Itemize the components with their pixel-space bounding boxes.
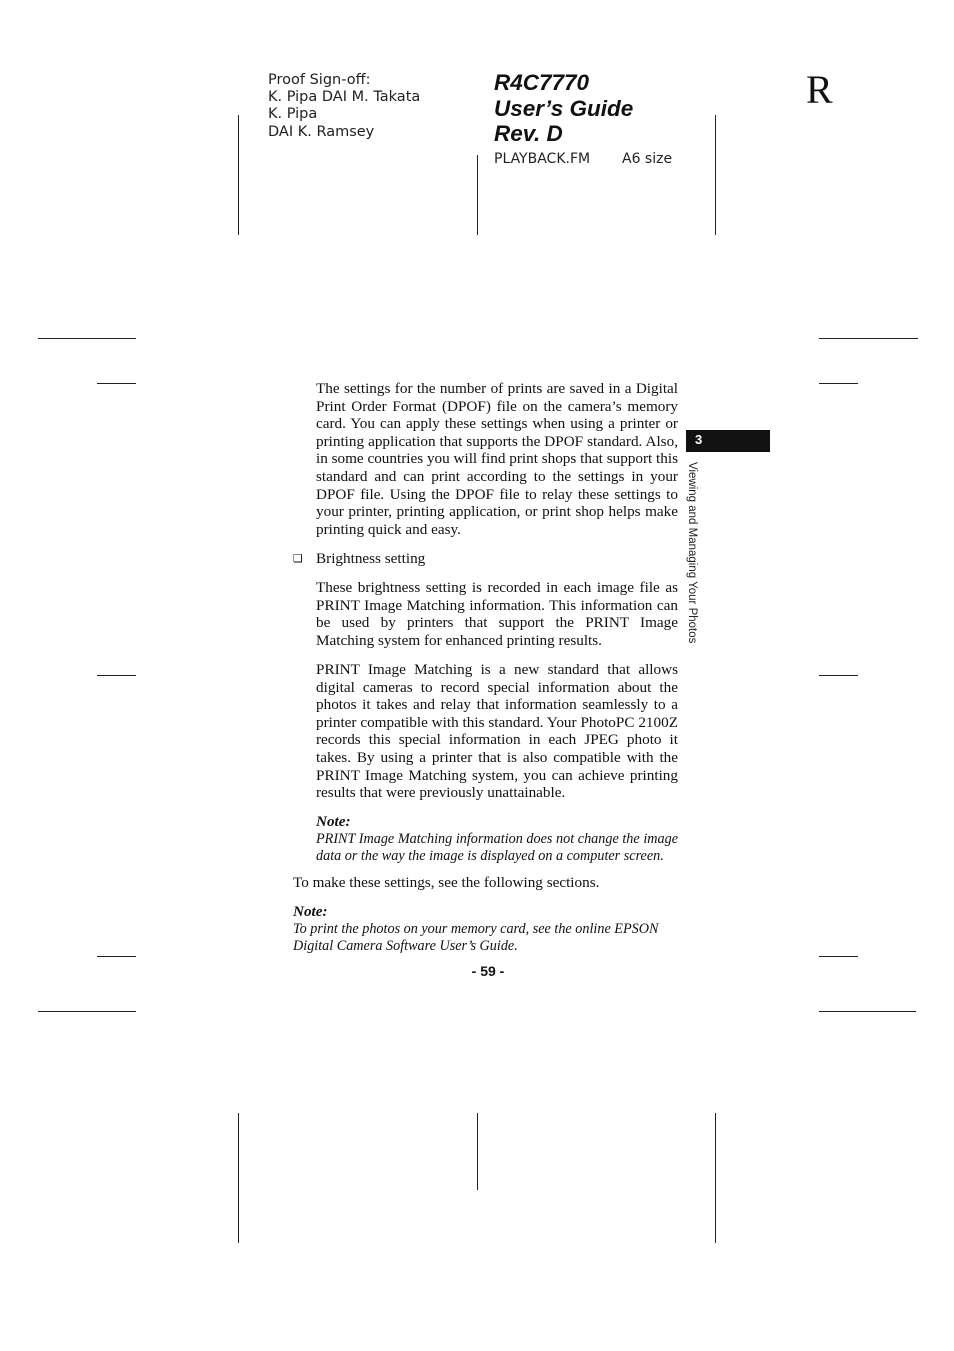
corner-mark: R [806, 67, 833, 112]
chapter-number: 3 [695, 432, 703, 447]
crop-line [819, 383, 858, 384]
crop-line [97, 956, 136, 957]
note-block [293, 903, 678, 956]
crop-line [715, 115, 716, 235]
crop-line [819, 338, 918, 339]
note-block [316, 813, 678, 866]
crop-line [819, 956, 858, 957]
chapter-tab [686, 430, 770, 452]
title-line: User’s Guide [494, 95, 634, 121]
document-title [494, 70, 633, 147]
title-line: R4C7770 [494, 70, 590, 95]
page-number: - 59 - [471, 963, 505, 979]
crop-line [238, 1113, 239, 1243]
crop-line [38, 1011, 136, 1012]
paper-size: A6 size [622, 151, 673, 167]
chapter-side-title: Viewing and Managing Your Photos [686, 462, 698, 644]
note-heading: Note: [316, 813, 351, 830]
crop-line [477, 155, 478, 235]
crop-line [819, 1011, 916, 1012]
paragraph-dpof: The settings for the number of prints are saved in a Digital Print Order Format (DPOF) file on the camera’s memory card. You can apply these settings when using a printer or printing application that supports the DPOF standard. Also, in some countries you will find print shops that support this standard and can print according to the settings in your DPOF file. Using the DPOF file to relay these settings to your printer, printing application, or print shop helps make printing quick and easy. [316, 380, 678, 538]
note-heading: Note: [293, 903, 328, 920]
proof-line: Proof Sign-off: [268, 72, 371, 88]
proof-line: DAI K. Ramsey [268, 123, 375, 140]
bullet-brightness-setting: Brightness setting [316, 550, 426, 567]
crop-line [97, 383, 136, 384]
proof-signoff [268, 72, 420, 141]
note-text: To print the photos on your memory card, see the online EPSON Digital Camera Software User’s Guide. [293, 920, 659, 955]
paragraph-print-image-matching: PRINT Image Matching is a new standard that allows digital cameras to record special information about the photos it takes and relay that information seamlessly to a printer compatible with this standard. Your PhotoPC 2100Z records this special information in each JPEG photo it takes. By using a printer that is also compatible with the PRINT Image Matching system, you can achieve printing results that were previously unattainable. [316, 661, 678, 802]
crop-line [238, 115, 239, 235]
file-name: PLAYBACK.FM [494, 151, 591, 167]
paragraph-brightness: These brightness setting is recorded in each image file as PRINT Image Matching information. This information can be used by printers that support the PRINT Image Matching system for enhanced printing results. [316, 579, 678, 649]
title-line: Rev. D [494, 121, 563, 146]
paragraph-settings: To make these settings, see the following sections. [293, 874, 600, 891]
crop-line [715, 1113, 716, 1243]
crop-line [819, 675, 858, 676]
proof-line: K. Pipa DAI M. Takata [268, 89, 421, 106]
checkbox-bullet-icon: ❑ [293, 552, 303, 565]
crop-line [477, 1113, 478, 1190]
crop-line [97, 675, 136, 676]
note-text: PRINT Image Matching information does not change the image data or the way the image is displayed on a computer screen. [316, 830, 678, 865]
proof-line: K. Pipa [268, 106, 318, 123]
crop-line [38, 338, 136, 339]
